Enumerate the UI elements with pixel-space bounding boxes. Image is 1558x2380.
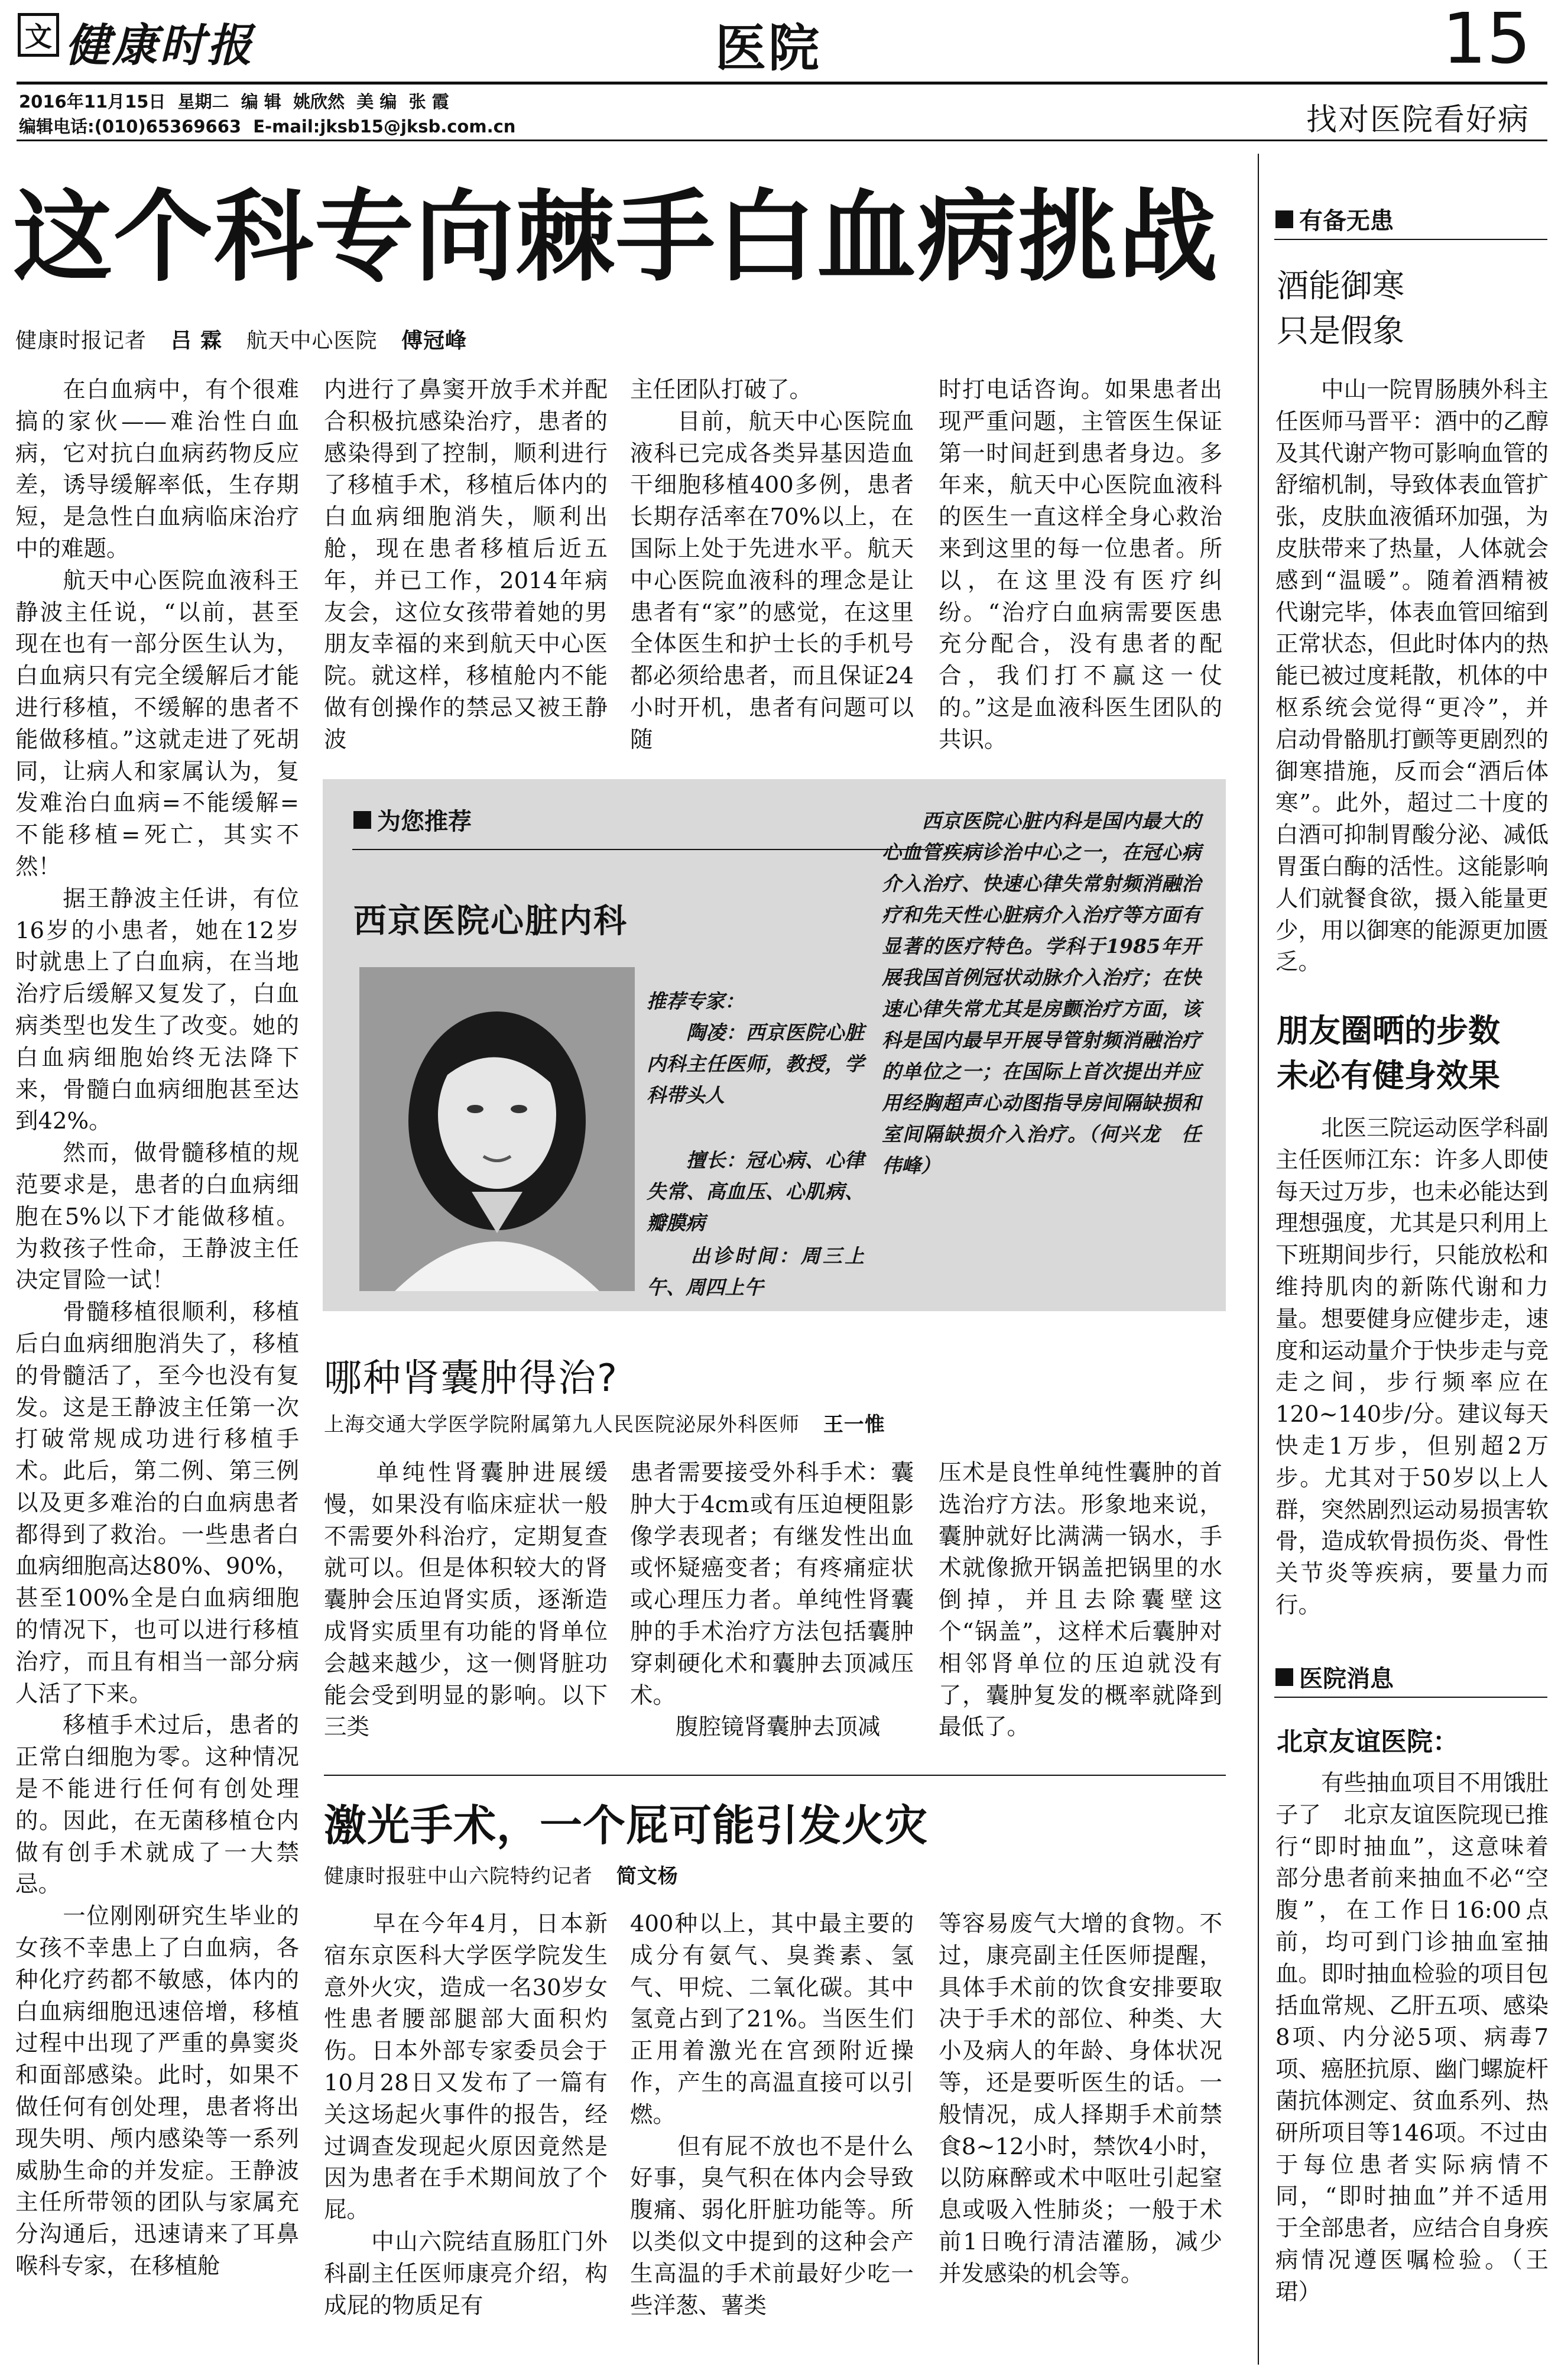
doctor-portrait-icon (359, 967, 635, 1291)
reporter-name: 吕 霖 (170, 329, 223, 353)
lead-col-2: 内进行了鼻窦开放手术并配合积极抗感染治疗，患者的感染得到了控制，顺利进行了移植手术，移植后体内的白血病细胞消失，顺利出舱，现在患者移植后近五年，并已工作，2014年病友会，这位女孩带着她的男朋友幸福的来到航天中心医院。就这样，移植舱内不能做有创操作的禁忌又被王静波 (324, 377, 608, 753)
department-description: 西京医院心脏内科是国内最大的心血管疾病诊治中心之一，在冠心病介入治疗、快速心律失常射频消融治疗和先天性心脏病介入治疗等方面有显著的医疗特色。学科于1985年开展我国首例冠状动脉介入治疗；在快速心律失常尤其是房颤治疗方面，该科是国内最早开展导管射频消融治疗的单位之一；在国际上首次提出并应用经胸超声心动图指导房间隔缺损和室间隔缺损介入治疗。（何兴龙 任伟峰） (882, 809, 1201, 1177)
byline-prefix: 健康时报记者 (15, 329, 147, 353)
slogan: 找对医院看好病 (1306, 102, 1530, 138)
article3-col-2: 400种以上，其中最主要的成分有氨气、臭粪素、氢气、甲烷、二氧化碳。其中氢竟占到了21%。当医生们正用着激光在宫颈附近操作，产生的高温直接可以引燃。 但有屁不放也不是什么好事，臭气积在体内会导致腹痛、弱化肝脏功能等。所以类似文中提到的这种会产生高温的手术前最好少吃一些洋葱、薯类 (630, 1911, 914, 2319)
sidebar-tag-1-label: 有备无患 (1299, 207, 1394, 235)
article2-byline (324, 1408, 885, 1437)
article2-col-3: 压术是良性单纯性囊肿的首选治疗方法。形象地来说，囊肿就好比满满一锅水，手术就像掀开锅盖把锅里的水倒掉，并且去除囊壁这个“锅盖”，这样术后囊肿对相邻肾单位的压迫就没有了，囊肿复发的概率就降到最低了。 (939, 1460, 1222, 1741)
article3-headline: 激光手术，一个屁可能引发火灾 (324, 1800, 929, 1850)
article2-byline-org: 上海交通大学医学院附属第九人民医院泌尿外科医师 (324, 1413, 800, 1437)
lead-headline: 这个科专向棘手白血病挑战 (13, 178, 1219, 295)
masthead-rule-top (17, 82, 1547, 85)
article2-headline: 哪种肾囊肿得治? (324, 1357, 618, 1400)
square-bullet-icon (353, 811, 371, 829)
expert-intro: 陶凌：西京医院心脏内科主任医师，教授，学科带头人 (647, 1021, 864, 1107)
square-bullet-icon (1275, 1668, 1293, 1686)
recommend-box (323, 779, 1226, 1311)
paper-name: 健康时报 (65, 19, 254, 72)
masthead (0, 0, 1558, 142)
article3-author: 简文杨 (616, 1865, 679, 1888)
expert-label: 推荐专家： (647, 990, 744, 1013)
lead-byline (15, 324, 467, 354)
article2-author: 王一惟 (823, 1413, 885, 1437)
lead-col-4: 时打电话咨询。如果患者出现严重问题，主管医生保证第一时间赶到患者身边。多年来，航天中心医院血液科的医生一直这样全身心救治来到这里的每一位患者。所以，在这里没有医疗纠纷。“治疗白血病需要医患充分配合，没有患者的配合，我们打不赢这一仗的。”这是血液科医生团队的共识。 (939, 377, 1222, 753)
clinic-hours: 出诊时间：周三上午、周四上午 (647, 1244, 864, 1299)
recommend-tag (353, 803, 472, 836)
sidebar-item1-headline: 酒能御寒 只是假象 (1277, 267, 1404, 349)
expert-specialty: 擅长：冠心病、心律失常、高血压、心肌病、瓣膜病 (647, 1149, 864, 1234)
page-number: 15 (1442, 0, 1531, 79)
sidebar-item2-body: 北医三院运动医学科副主任医师江东：许多人即使每天过万步，也未必能达到理想强度，尤其是只利用上下班期间步行，只能放松和维持肌肉的新陈代谢和力量。想要健身应健步走，速度和运动量介于快步走与竞走之间，步行频率应在120~140步/分。建议每天快走1万步，但别超2万步。尤其对于50岁以上人群，突然剧烈运动易损害软骨，造成软骨损伤炎、骨性关节炎等疾病，要量力而行。 (1275, 1115, 1549, 1619)
sidebar-item2-headline: 朋友圈晒的步数 未必有健身效果 (1277, 1012, 1500, 1094)
sidebar-tag-2-label: 医院消息 (1299, 1665, 1394, 1692)
article3-col-1: 早在今年4月，日本新宿东京医科大学医学院发生意外火灾，造成一名30岁女性患者腰部腿部大面积灼伤。日本外部专家委员会于10月28日又发布了一篇有关这场起火事件的报告，经过调查发现起火原因竟然是因为患者在手术期间放了个屁。 中山六院结直肠肛门外科副主任医师康亮介绍，构成屁的物质足有 (324, 1911, 608, 2319)
correspondent-name: 傅冠峰 (401, 329, 467, 353)
masthead-rule-bottom (17, 140, 1547, 141)
recommend-tag-rule (352, 849, 926, 850)
date-line: 2016年11月15日 星期二 编 辑 姚欣然 美 编 张 霞 (19, 92, 449, 112)
sidebar-divider (1258, 154, 1259, 2365)
article3-col-3: 等容易废气大增的食物。不过，康亮副主任医师提醒，具体手术前的饮食安排要取决于手术的部位、种类、大小及病人的年龄、身体状况等，还是要听医生的话。一般情况，成人择期手术前禁食8~12小时，禁饮4小时，以防麻醉或术中呕吐引起窒息或吸入性肺炎；一般于术前1日晚行清洁灌肠，减少并发感染的机会等。 (939, 1911, 1222, 2287)
logo-box (18, 13, 59, 57)
sidebar-item3-body: 有些抽血项目不用饿肚子了 北京友谊医院现已推行“即时抽血”，这意味着部分患者前来抽血不必“空腹”，在工作日16:00点前，均可到门诊抽血室抽血。即时抽血检验的项目包括血常规、乙肝五项、感染8项、内分泌5项、病毒7项、癌胚抗原、幽门螺旋杆菌抗体测定、贫血系列、热研所项目等146项。不过由于每位患者实际病情不同，“即时抽血”并不适用于全部患者，应结合自身疾病情况遵医嘱检验。（王 珺） (1275, 1770, 1556, 2306)
article3-byline (324, 1860, 679, 1889)
recommend-title: 西京医院心脏内科 (353, 902, 628, 941)
lead-col-3: 主任团队打破了。 目前，航天中心医院血液科已完成各类异基因造血干细胞移植400多例，患者长期存活率在70%以上，在国际上处于先进水平。航天中心医院血液科的理念是让患者有“家”的感觉，在这里全体医生和护士长的手机号都必须给患者，而且保证24小时开机，患者有问题可以随 (630, 377, 914, 753)
section-title: 医院 (715, 18, 822, 78)
sidebar-tag-1 (1275, 202, 1394, 236)
contact-line: 编辑电话:(010)65369663 E-mail:jksb15@jksb.com.cn (19, 116, 516, 137)
doctor-photo (359, 967, 635, 1291)
sidebar-item3-hospital: 北京友谊医院： (1277, 1727, 1459, 1757)
sidebar-tag-1-rule (1274, 239, 1547, 240)
sidebar-item1-body: 中山一院胃肠胰外科主任医师马晋平：酒中的乙醇及其代谢产物可影响血管的舒缩机制，导致体表血管扩张，皮肤血液循环加强，为皮肤带来了热量，人体就会感到“温暖”。随着酒精被代谢完毕，体表血管回缩到正常状态，但此时体内的热能已被过度耗散，机体的中枢系统会觉得“更冷”，并启动骨骼肌打颤等更剧烈的御寒措施，反而会“酒后体寒”。此外，超过二十度的白酒可抑制胃酸分泌、减低胃蛋白酶的活性。这能影响人们就餐食欲，摄入能量更少，用以御寒的能源更加匮乏。 (1275, 377, 1549, 976)
article2-col-1: 单纯性肾囊肿进展缓慢，如果没有临床症状一般不需要外科治疗，定期复查就可以。但是体积较大的肾囊肿会压迫肾实质，逐渐造成肾实质里有功能的肾单位会越来越少，这一侧肾脏功能会受到明显的影响。以下三类 (324, 1460, 608, 1741)
byline-org: 航天中心医院 (246, 329, 378, 353)
lead-col-1: 在白血病中，有个很难搞的家伙——难治性白血病，它对抗白血病药物反应差，诱导缓解率低，生存期短，是急性白血病临床治疗中的难题。 航天中心医院血液科王静波主任说，“以前，甚至现在也有一部分医生认为，白血病只有完全缓解后才能进行移植，不缓解的患者不能做移植。”这就走进了死胡同，让病人和家属认为，复发难治白血病=不能缓解=不能移植=死亡，其实不然！ 据王静波主任讲，有位16岁的小患者，她在12岁时就患上了白血病，在当地治疗后缓解又复发了，白血病类型也发生了改变。她的白血病细胞始终无法降下来，骨髓白血病细胞甚至达到42%。 然而，做骨髓移植的规范要求是，患者的白血病细胞在5%以下才能做移植。为救孩子性命，王静波主任决定冒险一试！ 骨髓移植很顺利，移植后白血病细胞消失了，移植的骨髓活了，至今也没有复发。这是王静波主任第一次打破常规成功进行移植手术。此后，第二例、第三例以及更多难治的白血病患者都得到了救治。一些患者白血病细胞高达80%、90%，甚至100%全是白血病细胞的情况下，也可以进行移植治疗，而且有相当一部分病人活了下来。 移植手术过后，患者的正常白细胞为零。这种情况是不能进行任何有创处理的。因此，在无菌移植仓内做有创手术就成了一大禁忌。 一位刚刚研究生毕业的女孩不幸患上了白血病，各种化疗药都不敏感，体内的白血病细胞迅速倍增，移植过程中出现了严重的鼻窦炎和面部感染。此时，如果不做任何有创处理，患者将出现失明、颅内感染等一系列威胁生命的并发症。王静波主任所带领的团队与家属充分沟通后，迅速请来了耳鼻喉科专家，在移植舱 (15, 377, 299, 2280)
sidebar-tag-2-rule (1274, 1697, 1547, 1698)
recommend-tag-label: 为您推荐 (377, 808, 472, 835)
article3-byline-org: 健康时报驻中山六院特约记者 (324, 1865, 593, 1888)
square-bullet-icon (1275, 210, 1293, 228)
logo-char: 文 (25, 21, 52, 53)
article-divider (324, 1775, 1226, 1776)
sidebar-tag-2 (1275, 1660, 1394, 1694)
article2-col-2: 患者需要接受外科手术：囊肿大于4cm或有压迫梗阻影像学表现者；有继发性出血或怀疑癌变者；有疼痛症状或心理压力者。单纯性肾囊肿的手术治疗方法包括囊肿穿刺硬化术和囊肿去顶减压术。 腹腔镜肾囊肿去顶减 (630, 1460, 914, 1741)
